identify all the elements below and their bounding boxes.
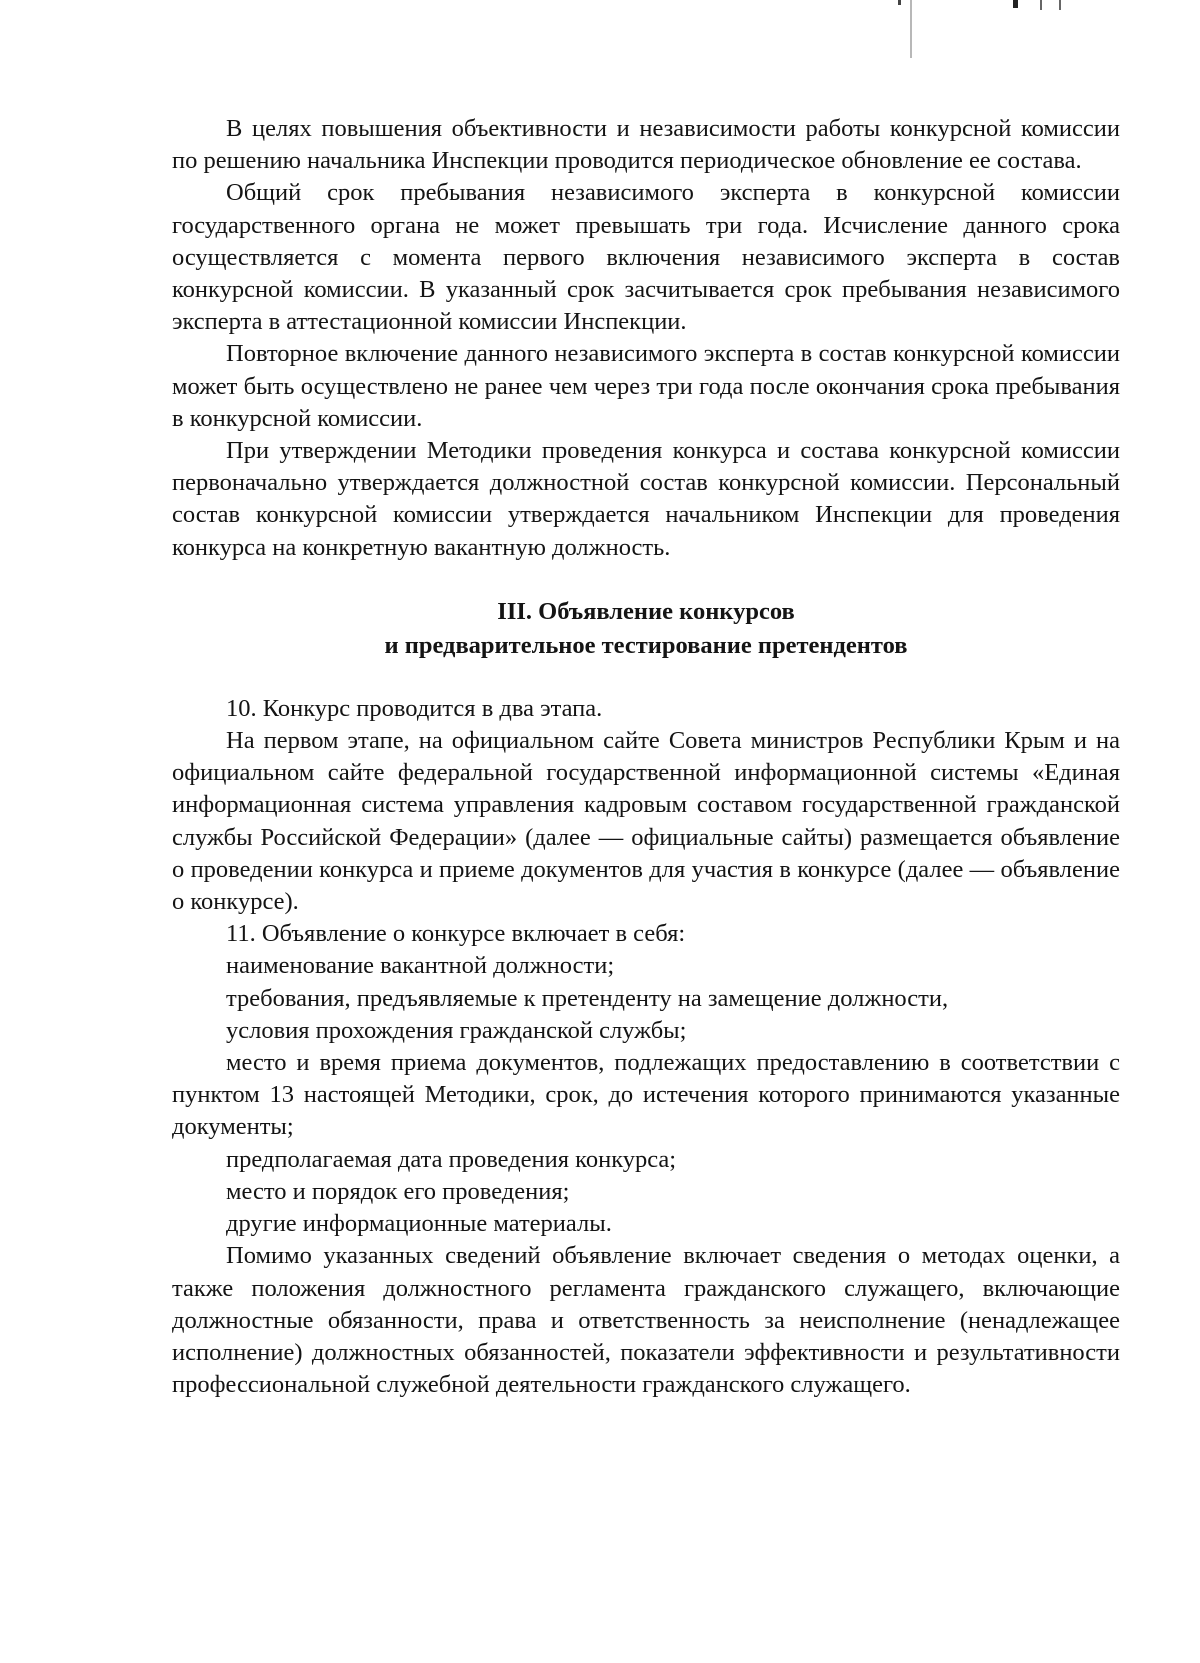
section-heading-line-1: III. Объявление конкурсов [497, 597, 795, 625]
document-body [172, 113, 1120, 1401]
paragraph-expert-term: Общий срок пребывания независимого эксперта в конкурсной комиссии государственного органа не может превышать три года. Исчисление данного срока осуществляется с момента первого включения независимого эксперта в состав конкурсной комиссии. В указанный срок засчитывается срок пребывания независимого эксперта в аттестационной комиссии Инспекции. [172, 179, 1120, 336]
list-item-other-materials: другие информационные материалы. [226, 1210, 612, 1238]
paragraph-first-stage: На первом этапе, на официальном сайте Совета министров Республики Крым и на официальном сайте федеральной государственной информационной системы «Единая информационная система управления кадровым составом государственной гражданской службы Российской Федерации» (далее — официальные сайты) размещается объявление о проведении конкурса и приеме документов для участия в конкурсе (далее — объявление о конкурсе). [172, 727, 1120, 916]
section-heading [172, 595, 1120, 663]
paragraph-additional-info: Помимо указанных сведений объявление включает сведения о методах оценки, а также положения должностного регламента гражданского служащего, включающие должностные обязанности, права и ответственность за неисполнение (ненадлежащее исполнение) должностных обязанностей, показатели эффективности и результативности профессиональной служебной деятельности гражданского служащего. [172, 1242, 1120, 1399]
list-item-service-conditions: условия прохождения гражданской службы; [226, 1016, 687, 1044]
list-item-place-time-documents: место и время приема документов, подлежащих предоставлению в соответствии с пунктом 13 настоящей Методики, срок, до истечения которого принимаются указанные документы; [172, 1049, 1120, 1141]
section-heading-line-2: и предварительное тестирование претендентов [384, 631, 908, 659]
paragraph-repeat-inclusion: Повторное включение данного независимого эксперта в состав конкурсной комиссии может быть осуществлено не ранее чем через три года после окончания срока пребывания в конкурсной комиссии. [172, 340, 1120, 432]
list-item-requirements: требования, предъявляемые к претенденту на замещение должности, [226, 984, 949, 1012]
paragraph-methodology-approval: При утверждении Методики проведения конкурса и состава конкурсной комиссии первоначально утверждается должностной состав конкурсной комиссии. Персональный состав конкурсной комиссии утверждается начальником Инспекции для проведения конкурса на конкретную вакантную должность. [172, 437, 1120, 561]
scan-artifact-marks [0, 0, 1200, 80]
list-item-position-name: наименование вакантной должности; [226, 952, 615, 980]
list-item-place-procedure: место и порядок его проведения; [226, 1177, 570, 1205]
paragraph-commission-renewal: В целях повышения объективности и независимости работы конкурсной комиссии по решению начальника Инспекции проводится периодическое обновление ее состава. [172, 115, 1120, 175]
list-item-expected-date: предполагаемая дата проведения конкурса; [226, 1145, 677, 1173]
paragraph-announcement-contents: 11. Объявление о конкурсе включает в себя: [226, 920, 686, 948]
paragraph-two-stages: 10. Конкурс проводится в два этапа. [226, 694, 603, 722]
